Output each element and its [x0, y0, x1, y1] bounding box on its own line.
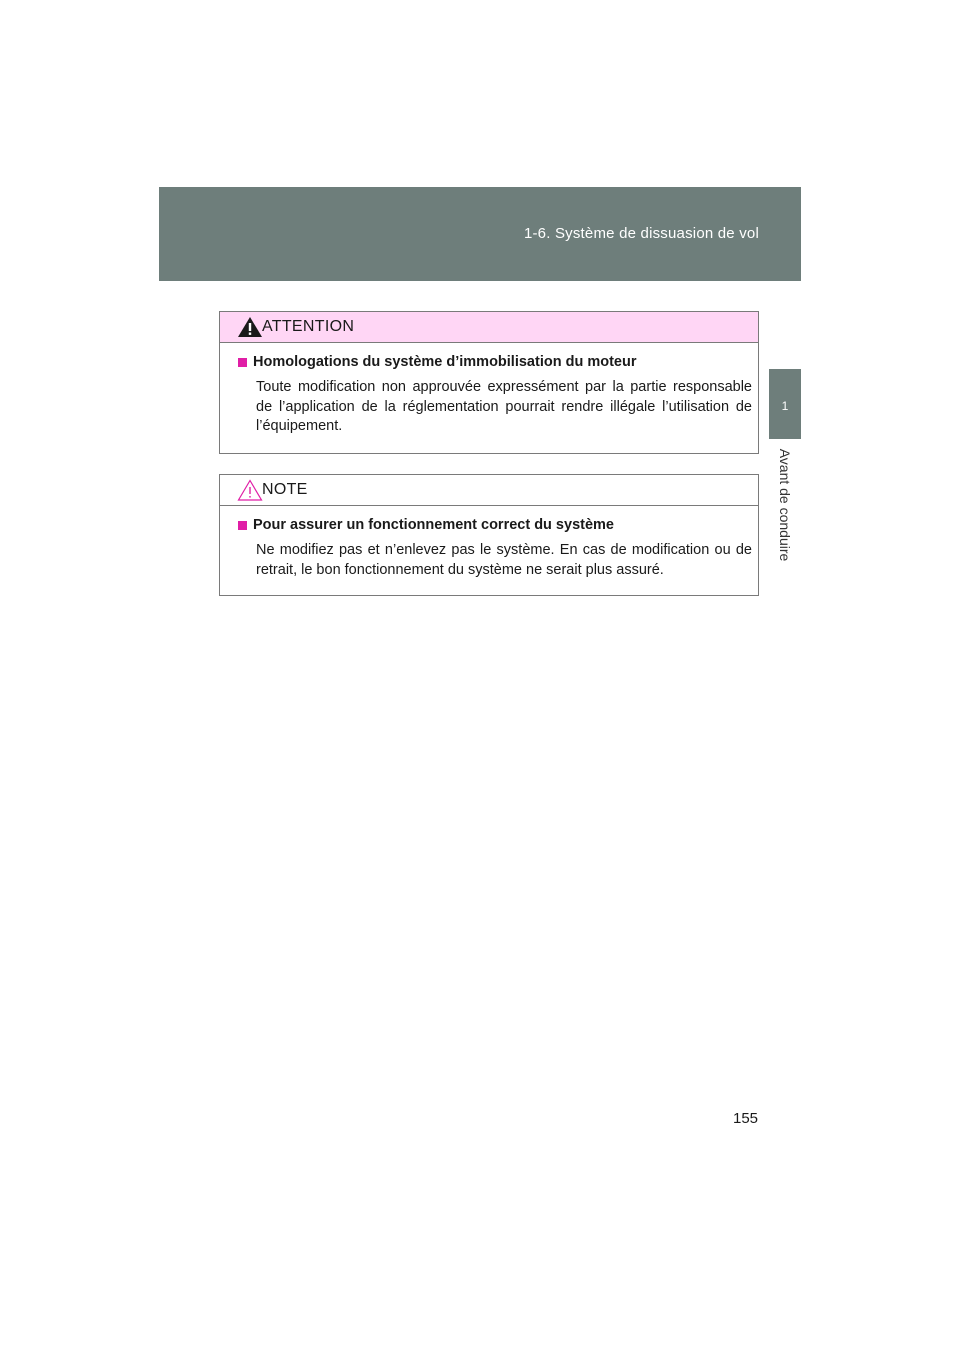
chapter-tab [769, 369, 801, 439]
note-body [220, 506, 758, 580]
attention-body [220, 343, 758, 437]
square-bullet-icon [238, 358, 247, 367]
attention-box [219, 311, 759, 454]
note-item-text: Ne modifiez pas et n’enlevez pas le système. En cas de modification ou de retrait, le bon fonctionnement du système ne serait plus assuré. [256, 542, 752, 578]
note-header [220, 475, 758, 506]
warning-filled-icon [237, 316, 263, 338]
note-title: NOTE [262, 481, 308, 498]
page-number: 155 [733, 1110, 759, 1127]
section-title: 1-6. Système de dissuasion de vol [523, 225, 759, 242]
attention-header [220, 312, 758, 343]
attention-item-title-text: Homologations du système d’immobilisation du moteur [253, 354, 637, 370]
square-bullet-icon [238, 521, 247, 530]
attention-title: ATTENTION [262, 318, 355, 335]
chapter-number: 1 [781, 399, 789, 413]
attention-item-title [238, 354, 752, 370]
note-box [219, 474, 759, 596]
warning-outline-icon [237, 479, 263, 501]
note-item-title-text: Pour assurer un fonctionnement correct du système [253, 517, 614, 533]
chapter-label: Avant de conduire [777, 448, 793, 562]
note-item-title [238, 517, 752, 533]
attention-item-text: Toute modification non approuvée expressément par la partie responsable de l’application de la réglementation pourrait rendre illégale l’utilisation de l’équipement. [256, 379, 752, 434]
section-header-band [159, 187, 801, 281]
